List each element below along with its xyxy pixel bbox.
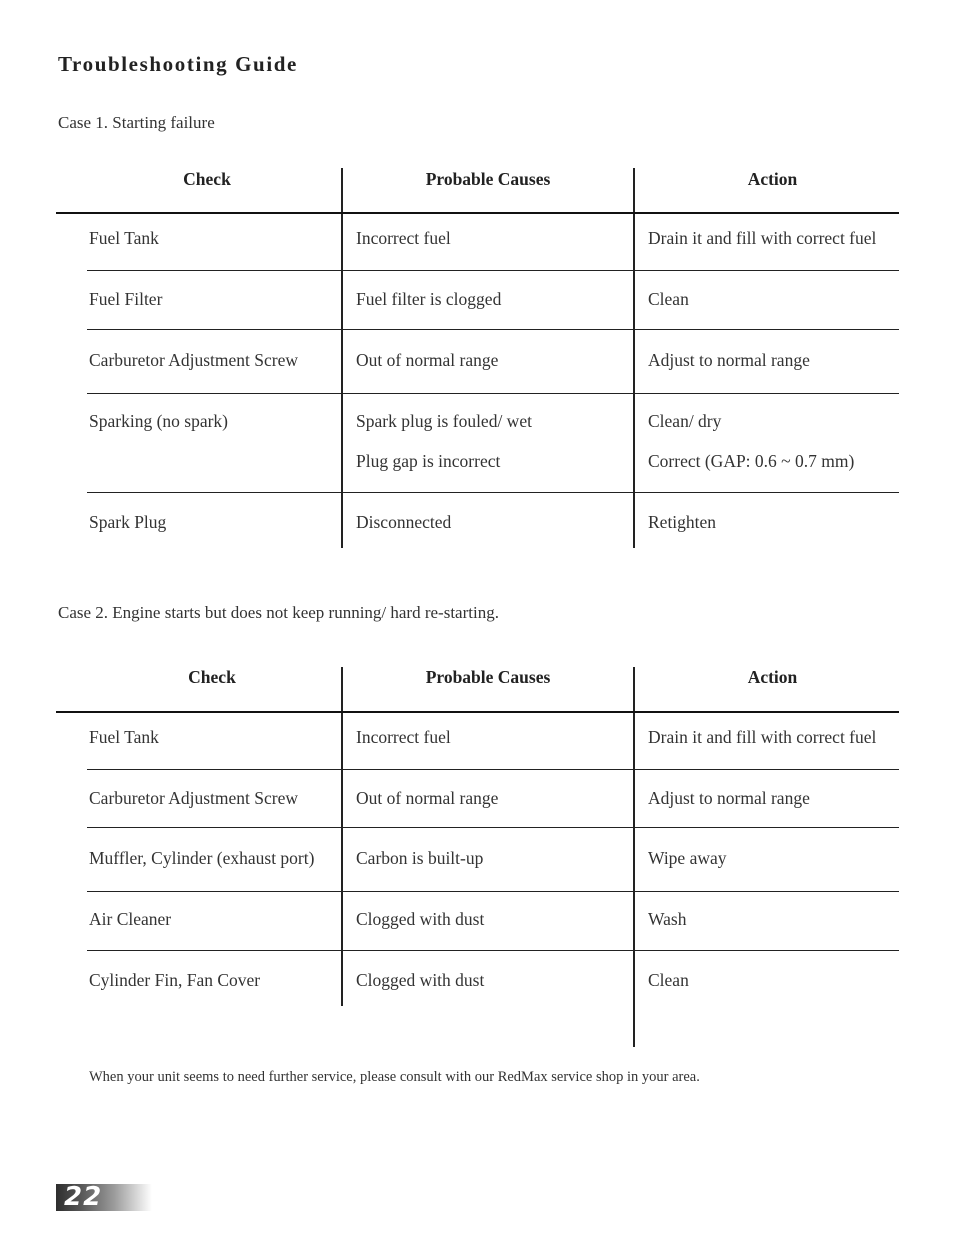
case2-divider-2: [633, 667, 635, 1047]
case2-cause-cell: Incorrect fuel: [356, 727, 451, 747]
case1-row-rule: [87, 393, 899, 394]
case2-header-rule: [56, 711, 899, 713]
case2-cause-cell: Carbon is built-up: [356, 848, 484, 868]
case2-check-cell: Carburetor Adjustment Screw: [89, 788, 298, 808]
case1-row-rule: [87, 492, 899, 493]
case1-divider-1: [341, 168, 343, 548]
case2-row-rule: [87, 950, 899, 951]
page-number: 22: [64, 1182, 103, 1212]
case2-cause-cell: Out of normal range: [356, 788, 499, 808]
page-number-tab: [56, 1184, 152, 1211]
case2-cause-cell: Clogged with dust: [356, 909, 485, 929]
case1-action-cell: Adjust to normal range: [648, 350, 810, 370]
case1-header-causes: Probable Causes: [425, 169, 551, 189]
case1-divider-2: [633, 168, 635, 548]
case1-action-cell: Clean: [648, 289, 689, 309]
case2-row-rule: [87, 827, 899, 828]
case2-check-cell: Air Cleaner: [89, 909, 172, 929]
page-title: Troubleshooting Guide: [58, 52, 298, 76]
case1-header-action: Action: [747, 169, 798, 189]
case2-header-action: Action: [747, 667, 798, 687]
case2-row-rule: [87, 769, 899, 770]
case1-heading: Case 1. Starting failure: [58, 113, 215, 132]
case1-check-cell: Fuel Filter: [89, 289, 163, 309]
case2-action-cell: Wipe away: [648, 848, 727, 868]
case2-action-cell: Drain it and fill with correct fuel: [648, 727, 877, 747]
case2-action-cell: Clean: [648, 970, 689, 990]
case1-cause-cell: Out of normal range: [356, 350, 499, 370]
case1-action-cell: Clean/ dry: [648, 411, 722, 431]
case1-check-cell: Spark Plug: [89, 512, 167, 532]
case1-cause-cell: Spark plug is fouled/ wet: [356, 411, 532, 431]
case2-action-cell: Adjust to normal range: [648, 788, 810, 808]
case1-check-cell: Fuel Tank: [89, 228, 159, 248]
case1-action-cell: Correct (GAP: 0.6 ~ 0.7 mm): [648, 451, 855, 471]
case2-header-check: Check: [188, 667, 236, 687]
case1-cause-cell: Disconnected: [356, 512, 452, 532]
service-note: When your unit seems to need further service, please consult with our RedMax service shop in your area.: [89, 1069, 700, 1085]
case2-heading: Case 2. Engine starts but does not keep running/ hard re-starting.: [58, 603, 499, 622]
case1-check-cell: Sparking (no spark): [89, 411, 229, 431]
case2-row-rule: [87, 891, 899, 892]
case1-header-rule: [56, 212, 899, 214]
case1-row-rule: [87, 270, 899, 271]
case1-action-cell: Drain it and fill with correct fuel: [648, 228, 877, 248]
case2-check-cell: Cylinder Fin, Fan Cover: [89, 970, 261, 990]
case1-action-cell: Retighten: [648, 512, 717, 532]
case2-cause-cell: Clogged with dust: [356, 970, 485, 990]
case2-action-cell: Wash: [648, 909, 687, 929]
case1-header-check: Check: [183, 169, 231, 189]
case1-cause-cell: Plug gap is incorrect: [356, 451, 501, 471]
case1-check-cell: Carburetor Adjustment Screw: [89, 350, 298, 370]
case1-cause-cell: Fuel filter is clogged: [356, 289, 502, 309]
case2-check-cell: Fuel Tank: [89, 727, 159, 747]
case2-check-cell: Muffler, Cylinder (exhaust port): [89, 848, 315, 868]
case2-divider-1: [341, 667, 343, 1006]
case1-cause-cell: Incorrect fuel: [356, 228, 451, 248]
case1-row-rule: [87, 329, 899, 330]
case2-header-causes: Probable Causes: [425, 667, 551, 687]
